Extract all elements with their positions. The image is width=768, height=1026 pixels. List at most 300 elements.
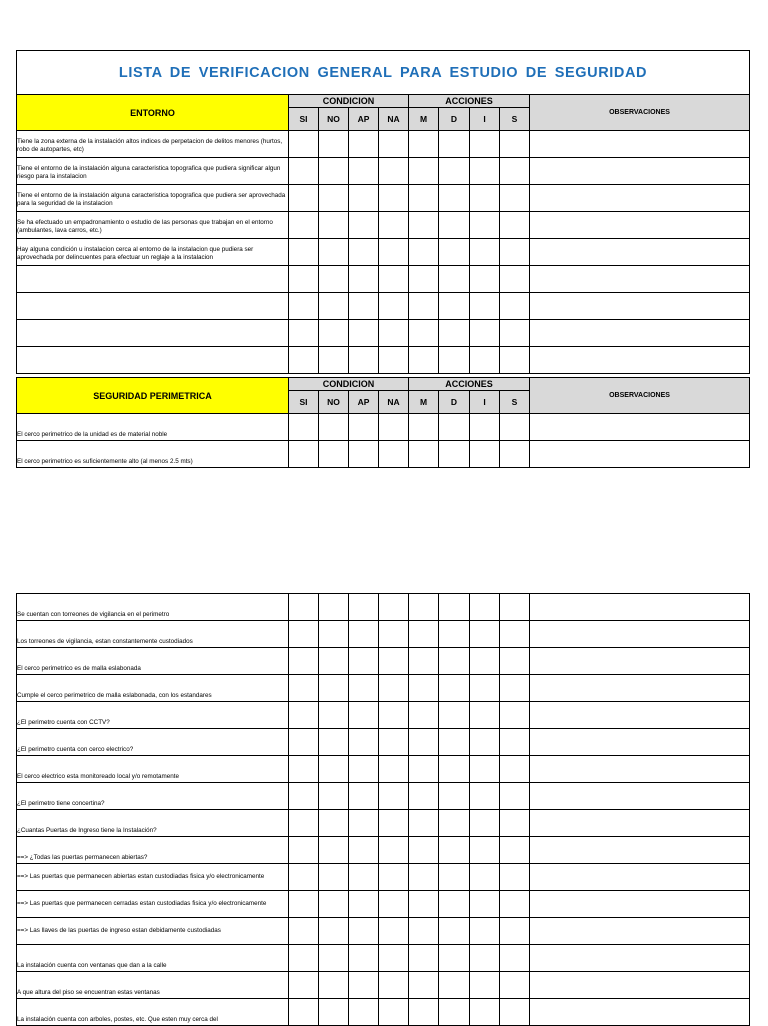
- action-cell[interactable]: [409, 675, 439, 702]
- action-cell[interactable]: [439, 756, 470, 783]
- question-text: Se cuentan con torreones de vigilancia en el perimetro: [17, 594, 289, 621]
- question-text: El cerco perimetrico de la unidad es de material noble: [17, 414, 289, 441]
- table-row: [17, 320, 750, 347]
- action-cell[interactable]: [500, 783, 530, 810]
- condition-cell[interactable]: [319, 648, 349, 675]
- condition-cell[interactable]: [379, 158, 409, 185]
- action-cell[interactable]: [470, 212, 500, 239]
- condition-cell[interactable]: [289, 441, 319, 468]
- condition-cell[interactable]: [349, 185, 379, 212]
- action-cell[interactable]: [409, 783, 439, 810]
- action-cell[interactable]: [409, 320, 439, 347]
- condition-cell[interactable]: [289, 729, 319, 756]
- condition-cell[interactable]: [319, 864, 349, 891]
- table-row: [17, 972, 750, 999]
- checklist-table-perimetrica: [16, 377, 750, 468]
- question-text: Tiene la zona externa de la instalación altos indices de perpetacion de delitos menores (hurtos, robo de autopartes, etc): [17, 131, 289, 158]
- condition-cell[interactable]: [379, 810, 409, 837]
- action-cell[interactable]: [409, 594, 439, 621]
- condition-cell[interactable]: [349, 239, 379, 266]
- observation-cell[interactable]: [530, 945, 750, 972]
- action-cell[interactable]: [470, 648, 500, 675]
- action-cell[interactable]: [500, 414, 530, 441]
- condition-cell[interactable]: [379, 945, 409, 972]
- col-ap-2: AP: [349, 391, 379, 414]
- condition-cell[interactable]: [379, 729, 409, 756]
- action-cell[interactable]: [439, 212, 470, 239]
- col-ap: AP: [349, 108, 379, 131]
- observation-cell[interactable]: [530, 320, 750, 347]
- condition-cell[interactable]: [379, 293, 409, 320]
- action-cell[interactable]: [470, 837, 500, 864]
- action-cell[interactable]: [470, 810, 500, 837]
- action-cell[interactable]: [500, 594, 530, 621]
- table-row: [17, 837, 750, 864]
- col-m: M: [409, 108, 439, 131]
- action-cell[interactable]: [409, 864, 439, 891]
- observation-cell[interactable]: [530, 158, 750, 185]
- condition-cell[interactable]: [319, 293, 349, 320]
- action-cell[interactable]: [439, 864, 470, 891]
- action-cell[interactable]: [409, 918, 439, 945]
- action-cell[interactable]: [439, 702, 470, 729]
- question-text: Tiene el entorno de la instalación alguna caracteristica topografica que pudiera significar algun riesgo para la instalacion: [17, 158, 289, 185]
- condition-cell[interactable]: [379, 347, 409, 374]
- checklist-table-continuation: [16, 593, 750, 1026]
- observation-cell[interactable]: [530, 702, 750, 729]
- action-cell[interactable]: [409, 945, 439, 972]
- action-cell[interactable]: [409, 891, 439, 918]
- action-cell[interactable]: [500, 212, 530, 239]
- action-cell[interactable]: [439, 918, 470, 945]
- condition-cell[interactable]: [289, 621, 319, 648]
- condition-cell[interactable]: [379, 131, 409, 158]
- action-cell[interactable]: [500, 918, 530, 945]
- checklist-table-entorno: [16, 50, 750, 374]
- observation-cell[interactable]: [530, 837, 750, 864]
- observation-cell[interactable]: [530, 621, 750, 648]
- condition-cell[interactable]: [289, 212, 319, 239]
- col-d: D: [439, 108, 470, 131]
- condition-cell[interactable]: [319, 675, 349, 702]
- action-cell[interactable]: [439, 783, 470, 810]
- condition-cell[interactable]: [349, 131, 379, 158]
- condition-cell[interactable]: [289, 293, 319, 320]
- condition-cell[interactable]: [289, 756, 319, 783]
- action-cell[interactable]: [500, 999, 530, 1026]
- condition-cell[interactable]: [289, 837, 319, 864]
- condition-cell[interactable]: [379, 185, 409, 212]
- condition-cell[interactable]: [289, 999, 319, 1026]
- action-cell[interactable]: [409, 239, 439, 266]
- condition-cell[interactable]: [379, 864, 409, 891]
- action-cell[interactable]: [409, 756, 439, 783]
- condition-cell[interactable]: [349, 918, 379, 945]
- condition-cell[interactable]: [289, 158, 319, 185]
- observation-cell[interactable]: [530, 864, 750, 891]
- action-cell[interactable]: [439, 266, 470, 293]
- action-cell[interactable]: [439, 594, 470, 621]
- condition-cell[interactable]: [289, 648, 319, 675]
- table-row: [17, 212, 750, 239]
- action-cell[interactable]: [500, 837, 530, 864]
- table-row: [17, 185, 750, 212]
- condition-cell[interactable]: [349, 864, 379, 891]
- condition-cell[interactable]: [289, 347, 319, 374]
- condition-cell[interactable]: [289, 131, 319, 158]
- condition-cell[interactable]: [349, 648, 379, 675]
- action-cell[interactable]: [470, 918, 500, 945]
- col-s-2: S: [500, 391, 530, 414]
- action-cell[interactable]: [500, 266, 530, 293]
- action-cell[interactable]: [439, 320, 470, 347]
- action-cell[interactable]: [470, 320, 500, 347]
- condition-cell[interactable]: [289, 891, 319, 918]
- condition-cell[interactable]: [289, 783, 319, 810]
- condition-cell[interactable]: [349, 810, 379, 837]
- condition-cell[interactable]: [319, 945, 349, 972]
- observation-cell[interactable]: [530, 185, 750, 212]
- observation-cell[interactable]: [530, 675, 750, 702]
- question-text: Se ha efectuado un empadronamiento o estudio de las personas que trabajan en el entorno (ambulantes, lava carros, etc.): [17, 212, 289, 239]
- condition-cell[interactable]: [349, 675, 379, 702]
- condition-cell[interactable]: [319, 320, 349, 347]
- condition-cell[interactable]: [349, 729, 379, 756]
- col-si: SI: [289, 108, 319, 131]
- action-cell[interactable]: [409, 441, 439, 468]
- continuation-rows: [17, 594, 750, 1026]
- header-acciones-2: ACCIONES: [409, 378, 530, 391]
- action-cell[interactable]: [470, 158, 500, 185]
- condition-cell[interactable]: [349, 212, 379, 239]
- table-row: [17, 266, 750, 293]
- header-condicion: CONDICION: [289, 95, 409, 108]
- condition-cell[interactable]: [319, 756, 349, 783]
- section-label-perimetrica: SEGURIDAD PERIMETRICA: [17, 378, 289, 414]
- action-cell[interactable]: [470, 972, 500, 999]
- question-text: [17, 266, 289, 293]
- condition-cell[interactable]: [379, 918, 409, 945]
- condition-cell[interactable]: [319, 972, 349, 999]
- action-cell[interactable]: [500, 621, 530, 648]
- condition-cell[interactable]: [319, 594, 349, 621]
- condition-cell[interactable]: [319, 810, 349, 837]
- col-i: I: [470, 108, 500, 131]
- condition-cell[interactable]: [289, 414, 319, 441]
- action-cell[interactable]: [409, 347, 439, 374]
- action-cell[interactable]: [500, 131, 530, 158]
- action-cell[interactable]: [439, 414, 470, 441]
- condition-cell[interactable]: [379, 594, 409, 621]
- condition-cell[interactable]: [289, 810, 319, 837]
- action-cell[interactable]: [470, 675, 500, 702]
- action-cell[interactable]: [439, 729, 470, 756]
- action-cell[interactable]: [470, 945, 500, 972]
- condition-cell[interactable]: [319, 441, 349, 468]
- action-cell[interactable]: [470, 756, 500, 783]
- condition-cell[interactable]: [349, 293, 379, 320]
- condition-cell[interactable]: [289, 945, 319, 972]
- action-cell[interactable]: [470, 999, 500, 1026]
- action-cell[interactable]: [439, 131, 470, 158]
- action-cell[interactable]: [470, 702, 500, 729]
- action-cell[interactable]: [500, 441, 530, 468]
- action-cell[interactable]: [500, 320, 530, 347]
- condition-cell[interactable]: [289, 594, 319, 621]
- action-cell[interactable]: [439, 621, 470, 648]
- action-cell[interactable]: [470, 131, 500, 158]
- condition-cell[interactable]: [319, 999, 349, 1026]
- action-cell[interactable]: [500, 945, 530, 972]
- action-cell[interactable]: [439, 239, 470, 266]
- action-cell[interactable]: [409, 729, 439, 756]
- action-cell[interactable]: [470, 266, 500, 293]
- condition-cell[interactable]: [319, 837, 349, 864]
- action-cell[interactable]: [409, 972, 439, 999]
- action-cell[interactable]: [439, 441, 470, 468]
- table-row: [17, 347, 750, 374]
- condition-cell[interactable]: [319, 621, 349, 648]
- condition-cell[interactable]: [289, 972, 319, 999]
- action-cell[interactable]: [500, 347, 530, 374]
- condition-cell[interactable]: [379, 320, 409, 347]
- col-i-2: I: [470, 391, 500, 414]
- observation-cell[interactable]: [530, 999, 750, 1026]
- condition-cell[interactable]: [349, 158, 379, 185]
- observation-cell[interactable]: [530, 347, 750, 374]
- table-row: [17, 756, 750, 783]
- action-cell[interactable]: [439, 648, 470, 675]
- condition-cell[interactable]: [319, 266, 349, 293]
- condition-cell[interactable]: [319, 918, 349, 945]
- action-cell[interactable]: [409, 999, 439, 1026]
- condition-cell[interactable]: [319, 239, 349, 266]
- action-cell[interactable]: [439, 999, 470, 1026]
- observation-cell[interactable]: [530, 891, 750, 918]
- table-row: [17, 621, 750, 648]
- table-row: [17, 783, 750, 810]
- col-no: NO: [319, 108, 349, 131]
- condition-cell[interactable]: [349, 414, 379, 441]
- action-cell[interactable]: [439, 945, 470, 972]
- condition-cell[interactable]: [349, 320, 379, 347]
- condition-cell[interactable]: [319, 783, 349, 810]
- condition-cell[interactable]: [379, 972, 409, 999]
- action-cell[interactable]: [470, 729, 500, 756]
- observation-cell[interactable]: [530, 756, 750, 783]
- condition-cell[interactable]: [289, 239, 319, 266]
- action-cell[interactable]: [470, 891, 500, 918]
- action-cell[interactable]: [470, 864, 500, 891]
- action-cell[interactable]: [439, 891, 470, 918]
- col-no-2: NO: [319, 391, 349, 414]
- col-m-2: M: [409, 391, 439, 414]
- action-cell[interactable]: [439, 810, 470, 837]
- action-cell[interactable]: [500, 972, 530, 999]
- condition-cell[interactable]: [319, 185, 349, 212]
- col-na: NA: [379, 108, 409, 131]
- question-text: ==> Las llaves de las puertas de ingreso estan debidamente custodiadas: [17, 918, 289, 945]
- action-cell[interactable]: [500, 864, 530, 891]
- observation-cell[interactable]: [530, 729, 750, 756]
- action-cell[interactable]: [439, 837, 470, 864]
- action-cell[interactable]: [409, 621, 439, 648]
- header-condicion-2: CONDICION: [289, 378, 409, 391]
- observation-cell[interactable]: [530, 441, 750, 468]
- condition-cell[interactable]: [379, 266, 409, 293]
- action-cell[interactable]: [500, 810, 530, 837]
- action-cell[interactable]: [470, 441, 500, 468]
- table-row: [17, 729, 750, 756]
- observation-cell[interactable]: [530, 239, 750, 266]
- table-row: [17, 158, 750, 185]
- action-cell[interactable]: [500, 185, 530, 212]
- condition-cell[interactable]: [379, 414, 409, 441]
- condition-cell[interactable]: [379, 702, 409, 729]
- action-cell[interactable]: [470, 783, 500, 810]
- table-row: [17, 864, 750, 891]
- observation-cell[interactable]: [530, 648, 750, 675]
- action-cell[interactable]: [409, 266, 439, 293]
- condition-cell[interactable]: [349, 594, 379, 621]
- condition-cell[interactable]: [379, 675, 409, 702]
- condition-cell[interactable]: [349, 999, 379, 1026]
- action-cell[interactable]: [409, 810, 439, 837]
- question-text: ==> ¿Todas las puertas permanecen abiertas?: [17, 837, 289, 864]
- action-cell[interactable]: [500, 729, 530, 756]
- action-cell[interactable]: [409, 131, 439, 158]
- action-cell[interactable]: [409, 837, 439, 864]
- action-cell[interactable]: [500, 891, 530, 918]
- condition-cell[interactable]: [379, 756, 409, 783]
- action-cell[interactable]: [500, 675, 530, 702]
- action-cell[interactable]: [409, 158, 439, 185]
- observation-cell[interactable]: [530, 293, 750, 320]
- condition-cell[interactable]: [349, 347, 379, 374]
- condition-cell[interactable]: [349, 702, 379, 729]
- action-cell[interactable]: [439, 972, 470, 999]
- condition-cell[interactable]: [379, 999, 409, 1026]
- table-row: [17, 702, 750, 729]
- condition-cell[interactable]: [289, 266, 319, 293]
- condition-cell[interactable]: [349, 266, 379, 293]
- condition-cell[interactable]: [379, 891, 409, 918]
- action-cell[interactable]: [470, 347, 500, 374]
- condition-cell[interactable]: [379, 837, 409, 864]
- action-cell[interactable]: [470, 414, 500, 441]
- action-cell[interactable]: [470, 621, 500, 648]
- condition-cell[interactable]: [289, 702, 319, 729]
- action-cell[interactable]: [500, 293, 530, 320]
- observation-cell[interactable]: [530, 972, 750, 999]
- action-cell[interactable]: [409, 185, 439, 212]
- action-cell[interactable]: [409, 414, 439, 441]
- condition-cell[interactable]: [349, 972, 379, 999]
- observation-cell[interactable]: [530, 414, 750, 441]
- action-cell[interactable]: [409, 293, 439, 320]
- entorno-rows: [17, 131, 750, 374]
- condition-cell[interactable]: [289, 918, 319, 945]
- observation-cell[interactable]: [530, 266, 750, 293]
- action-cell[interactable]: [470, 594, 500, 621]
- table-row: [17, 891, 750, 918]
- action-cell[interactable]: [439, 293, 470, 320]
- condition-cell[interactable]: [379, 441, 409, 468]
- condition-cell[interactable]: [319, 414, 349, 441]
- question-text: [17, 293, 289, 320]
- action-cell[interactable]: [500, 239, 530, 266]
- observation-cell[interactable]: [530, 212, 750, 239]
- action-cell[interactable]: [409, 702, 439, 729]
- observation-cell[interactable]: [530, 783, 750, 810]
- action-cell[interactable]: [409, 648, 439, 675]
- condition-cell[interactable]: [379, 239, 409, 266]
- action-cell[interactable]: [439, 675, 470, 702]
- condition-cell[interactable]: [319, 212, 349, 239]
- col-d-2: D: [439, 391, 470, 414]
- observation-cell[interactable]: [530, 594, 750, 621]
- table-row: [17, 414, 750, 441]
- action-cell[interactable]: [470, 293, 500, 320]
- observation-cell[interactable]: [530, 131, 750, 158]
- section-label-entorno: ENTORNO: [17, 95, 289, 131]
- question-text: ¿El perimetro tiene concertina?: [17, 783, 289, 810]
- condition-cell[interactable]: [379, 648, 409, 675]
- observation-cell[interactable]: [530, 810, 750, 837]
- condition-cell[interactable]: [379, 783, 409, 810]
- condition-cell[interactable]: [349, 621, 379, 648]
- observation-cell[interactable]: [530, 918, 750, 945]
- action-cell[interactable]: [439, 158, 470, 185]
- condition-cell[interactable]: [289, 320, 319, 347]
- table-row: [17, 594, 750, 621]
- condition-cell[interactable]: [349, 945, 379, 972]
- question-text: El cerco perimetrico es de malla eslabonada: [17, 648, 289, 675]
- condition-cell[interactable]: [319, 702, 349, 729]
- action-cell[interactable]: [439, 185, 470, 212]
- table-row: [17, 239, 750, 266]
- action-cell[interactable]: [500, 702, 530, 729]
- condition-cell[interactable]: [349, 891, 379, 918]
- action-cell[interactable]: [500, 756, 530, 783]
- question-text: La instalación cuenta con arboles, postes, etc. Que esten muy cerca del: [17, 999, 289, 1026]
- condition-cell[interactable]: [319, 131, 349, 158]
- condition-cell[interactable]: [319, 891, 349, 918]
- action-cell[interactable]: [500, 648, 530, 675]
- action-cell[interactable]: [470, 239, 500, 266]
- condition-cell[interactable]: [319, 158, 349, 185]
- question-text: [17, 347, 289, 374]
- condition-cell[interactable]: [349, 441, 379, 468]
- condition-cell[interactable]: [379, 212, 409, 239]
- action-cell[interactable]: [409, 212, 439, 239]
- action-cell[interactable]: [470, 185, 500, 212]
- condition-cell[interactable]: [319, 729, 349, 756]
- action-cell[interactable]: [439, 347, 470, 374]
- col-si-2: SI: [289, 391, 319, 414]
- condition-cell[interactable]: [349, 837, 379, 864]
- table-row: [17, 999, 750, 1026]
- question-text: A que altura del piso se encuentran estas ventanas: [17, 972, 289, 999]
- condition-cell[interactable]: [349, 783, 379, 810]
- condition-cell[interactable]: [319, 347, 349, 374]
- condition-cell[interactable]: [289, 864, 319, 891]
- condition-cell[interactable]: [289, 185, 319, 212]
- condition-cell[interactable]: [289, 675, 319, 702]
- action-cell[interactable]: [500, 158, 530, 185]
- condition-cell[interactable]: [349, 756, 379, 783]
- condition-cell[interactable]: [379, 621, 409, 648]
